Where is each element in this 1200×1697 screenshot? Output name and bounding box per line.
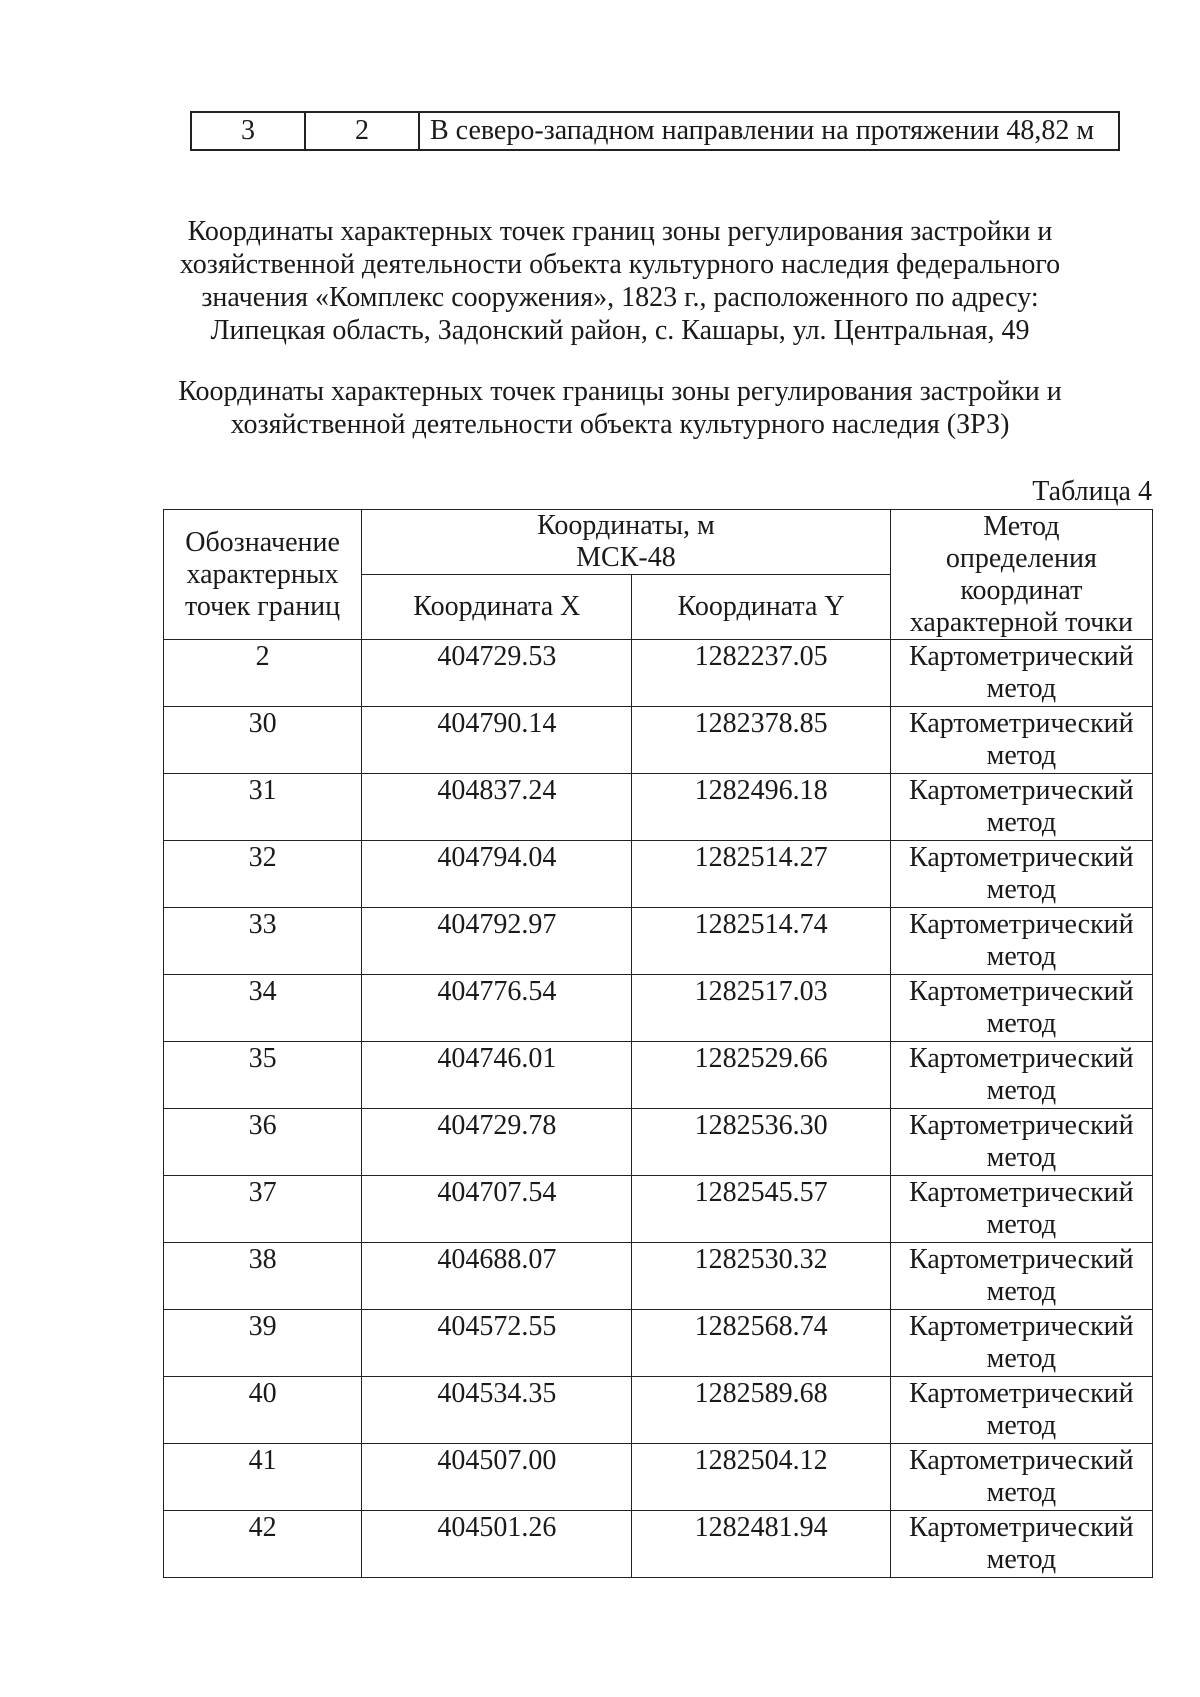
point-cell: 34 xyxy=(164,975,362,1042)
method-text: метод xyxy=(986,1075,1057,1106)
coord-x-cell: 404790.14 xyxy=(362,707,632,774)
coord-y-cell: 1282529.66 xyxy=(632,1042,890,1109)
method-cell xyxy=(890,908,1152,975)
coord-y-cell: 1282481.94 xyxy=(632,1511,890,1578)
coord-x-cell: 404776.54 xyxy=(362,975,632,1042)
method-text: метод xyxy=(986,807,1057,838)
method-cell xyxy=(890,975,1152,1042)
method-text: метод xyxy=(986,941,1057,972)
method-cell xyxy=(890,1109,1152,1176)
coord-x-cell: 404707.54 xyxy=(362,1176,632,1243)
method-text: метод xyxy=(986,1343,1057,1374)
method-text: Картометрический xyxy=(909,1311,1134,1342)
coordinates-group-header: Координаты, м МСК-48 xyxy=(362,510,891,575)
point-cell: 39 xyxy=(164,1310,362,1377)
coord-x-cell: 404534.35 xyxy=(362,1377,632,1444)
coord-x-cell: 404729.53 xyxy=(362,640,632,707)
coord-x-cell: 404794.04 xyxy=(362,841,632,908)
point-cell: 33 xyxy=(164,908,362,975)
table-caption: Таблица 4 xyxy=(1032,476,1152,507)
heading-line: хозяйственной деятельности объекта культурного наследия федерального xyxy=(179,249,1061,280)
method-text: метод xyxy=(986,1142,1057,1173)
coord-x-header: Координата X xyxy=(362,575,632,640)
coordinates-table xyxy=(163,509,1153,1578)
coord-y-header: Координата Y xyxy=(632,575,890,640)
coord-x-cell: 404729.78 xyxy=(362,1109,632,1176)
method-text: метод xyxy=(986,1544,1057,1575)
table-row xyxy=(164,975,1153,1042)
table-row xyxy=(164,707,1153,774)
method-cell xyxy=(890,1310,1152,1377)
method-cell xyxy=(890,1176,1152,1243)
from-point-cell: 3 xyxy=(191,112,305,150)
heading-line: значения «Комплекс сооружения», 1823 г., расположенного по адресу: xyxy=(201,282,1039,313)
method-text: метод xyxy=(986,1209,1057,1240)
table-row xyxy=(164,841,1153,908)
coord-x-cell: 404746.01 xyxy=(362,1042,632,1109)
to-point-cell: 2 xyxy=(305,112,419,150)
coord-y-cell: 1282545.57 xyxy=(632,1176,890,1243)
coord-x-cell: 404688.07 xyxy=(362,1243,632,1310)
coord-y-cell: 1282536.30 xyxy=(632,1109,890,1176)
coord-y-cell: 1282589.68 xyxy=(632,1377,890,1444)
point-cell: 35 xyxy=(164,1042,362,1109)
method-cell xyxy=(890,1243,1152,1310)
point-cell: 2 xyxy=(164,640,362,707)
method-text: Картометрический xyxy=(909,1043,1134,1074)
method-text: метод xyxy=(986,673,1057,704)
coord-y-cell: 1282504.12 xyxy=(632,1444,890,1511)
coord-y-cell: 1282517.03 xyxy=(632,975,890,1042)
coord-y-cell: 1282568.74 xyxy=(632,1310,890,1377)
coordinates-table-body xyxy=(164,640,1153,1578)
coord-y-cell: 1282237.05 xyxy=(632,640,890,707)
coord-x-cell: 404837.24 xyxy=(362,774,632,841)
previous-table-continuation xyxy=(190,111,1120,151)
coord-y-cell: 1282530.32 xyxy=(632,1243,890,1310)
subheading-line: Координаты характерных точек границы зоны регулирования застройки и xyxy=(178,376,1062,407)
table-row xyxy=(164,1310,1153,1377)
method-cell xyxy=(890,841,1152,908)
method-text: Картометрический xyxy=(909,976,1134,1007)
coord-y-cell: 1282514.74 xyxy=(632,908,890,975)
point-cell: 40 xyxy=(164,1377,362,1444)
method-cell xyxy=(890,774,1152,841)
method-cell xyxy=(890,707,1152,774)
coord-x-cell: 404792.97 xyxy=(362,908,632,975)
method-text: Картометрический xyxy=(909,909,1134,940)
table-row xyxy=(164,774,1153,841)
point-designation-header: Обозначение характерных точек границ xyxy=(164,510,362,640)
table-row xyxy=(191,112,1119,150)
table-row xyxy=(164,640,1153,707)
heading-line: Липецкая область, Задонский район, с. Кашары, ул. Центральная, 49 xyxy=(210,315,1030,346)
table-row xyxy=(164,1511,1153,1578)
subheading-line: хозяйственной деятельности объекта культурного наследия (ЗРЗ) xyxy=(230,409,1010,440)
method-text: Картометрический xyxy=(909,1512,1134,1543)
method-text: метод xyxy=(986,1477,1057,1508)
method-cell xyxy=(890,1042,1152,1109)
direction-description-cell: В северо-западном направлении на протяжении 48,82 м xyxy=(419,112,1119,150)
point-cell: 30 xyxy=(164,707,362,774)
table-row xyxy=(164,908,1153,975)
method-text: Картометрический xyxy=(909,1110,1134,1141)
method-text: метод xyxy=(986,1276,1057,1307)
table-row xyxy=(164,1176,1153,1243)
coord-x-cell: 404501.26 xyxy=(362,1511,632,1578)
table-subheading xyxy=(160,375,1080,441)
method-text: Картометрический xyxy=(909,1244,1134,1275)
document-heading xyxy=(160,215,1080,347)
table-row xyxy=(164,1444,1153,1511)
method-text: Картометрический xyxy=(909,1177,1134,1208)
method-text: Картометрический xyxy=(909,708,1134,739)
method-text: Картометрический xyxy=(909,1445,1134,1476)
point-cell: 37 xyxy=(164,1176,362,1243)
method-header: Метод определения координат характерной точки xyxy=(890,510,1152,640)
coord-x-cell: 404507.00 xyxy=(362,1444,632,1511)
method-text: метод xyxy=(986,874,1057,905)
coord-y-cell: 1282378.85 xyxy=(632,707,890,774)
method-cell xyxy=(890,640,1152,707)
coord-y-cell: 1282514.27 xyxy=(632,841,890,908)
method-text: Картометрический xyxy=(909,842,1134,873)
point-cell: 38 xyxy=(164,1243,362,1310)
method-cell xyxy=(890,1511,1152,1578)
method-text: метод xyxy=(986,1008,1057,1039)
coord-x-cell: 404572.55 xyxy=(362,1310,632,1377)
method-text: Картометрический xyxy=(909,641,1134,672)
method-text: метод xyxy=(986,1410,1057,1441)
method-text: Картометрический xyxy=(909,775,1134,806)
table-row xyxy=(164,1042,1153,1109)
method-text: Картометрический xyxy=(909,1378,1134,1409)
point-cell: 41 xyxy=(164,1444,362,1511)
method-text: метод xyxy=(986,740,1057,771)
coord-y-cell: 1282496.18 xyxy=(632,774,890,841)
table-row xyxy=(164,1377,1153,1444)
table-row xyxy=(164,1243,1153,1310)
point-cell: 42 xyxy=(164,1511,362,1578)
table-row xyxy=(164,1109,1153,1176)
point-cell: 32 xyxy=(164,841,362,908)
method-cell xyxy=(890,1377,1152,1444)
method-cell xyxy=(890,1444,1152,1511)
point-cell: 31 xyxy=(164,774,362,841)
point-cell: 36 xyxy=(164,1109,362,1176)
heading-line: Координаты характерных точек границ зоны регулирования застройки и xyxy=(187,216,1053,247)
